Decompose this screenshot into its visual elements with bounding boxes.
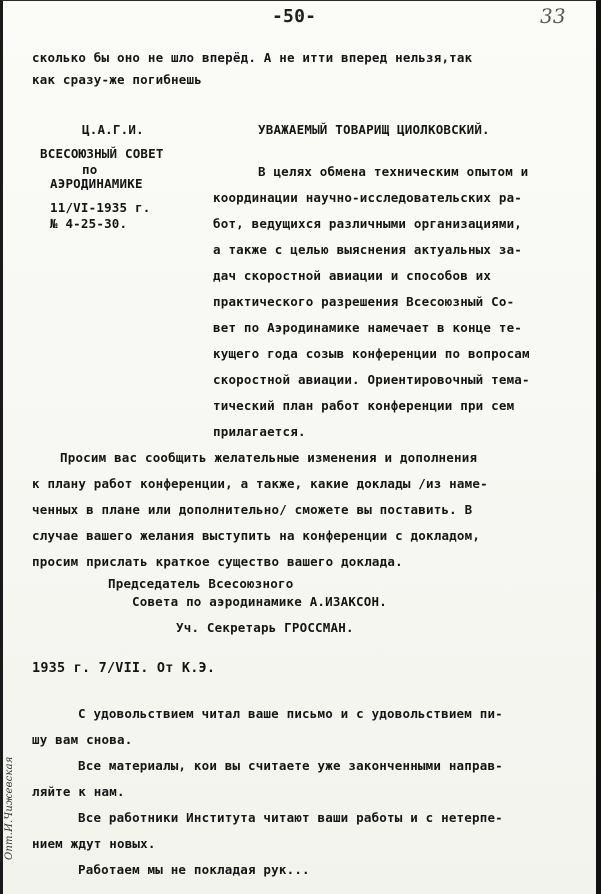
reply-header: 1935 г. 7/VII. От К.Э. — [32, 660, 216, 676]
text-line: а также с целью выяснения актуальных за- — [213, 242, 523, 257]
text-line: В целях обмена техническим опытом и — [258, 164, 529, 179]
margin-handwritten-note: Опт.И.Чижевская — [4, 756, 15, 860]
sender-council: ВСЕСОЮЗНЫЙ СОВЕТ — [40, 146, 164, 161]
text-line: ченных в плане или дополнительно/ сможете вы поставить. В — [32, 502, 473, 517]
signature-title: Председатель Всесоюзного — [108, 576, 294, 591]
signature-secretary: Уч. Секретарь ГРОССМАН. — [176, 620, 354, 635]
page-number: -50- — [272, 6, 317, 27]
text-line: ляйте к нам. — [32, 784, 125, 799]
text-line: случае вашего желания выступить на конференции с докладом, — [32, 528, 481, 543]
sender-council-po: по — [82, 162, 98, 177]
text-line: Работаем мы не покладая рук... — [78, 862, 310, 877]
text-line: тический план работ конференции при сем — [213, 398, 515, 413]
text-line: Все работники Института читают ваши работы и с нетерпе- — [78, 810, 503, 825]
text-line: к плану работ конференции, а также, какие доклады /из наме- — [32, 476, 488, 491]
signature-chair: Совета по аэродинамике А.ИЗАКСОН. — [132, 594, 387, 609]
text-line: вет по Аэродинамике намечает в конце те- — [213, 320, 523, 335]
archive-folio-number: 33 — [540, 4, 566, 28]
text-line: практического разрешения Всесоюзный Со- — [213, 294, 515, 309]
text-line: прилагается. — [213, 424, 306, 439]
text-line: просим прислать краткое существо вашего доклада. — [32, 554, 403, 569]
text-line: кущего года созыв конференции по вопросам — [213, 346, 530, 361]
text-line: шу вам снова. — [32, 732, 133, 747]
salutation: УВАЖАЕМЫЙ ТОВАРИЩ ЦИОЛКОВСКИЙ. — [258, 122, 490, 137]
text-line: как сразу-же погибнешь — [32, 72, 202, 87]
text-line: сколько бы оно не шло вперёд. А не итти вперед нельзя,так — [32, 50, 473, 65]
text-line: Просим вас сообщить желательные изменения и дополнения — [60, 450, 478, 465]
sender-council-subject: АЭРОДИНАМИКЕ — [50, 176, 143, 191]
sender-org: Ц.А.Г.И. — [82, 122, 144, 137]
text-line: бот, ведущихся различными организациями, — [213, 216, 523, 231]
text-line: С удовольствием читал ваше письмо и с удовольствием пи- — [78, 706, 503, 721]
text-line: скоростной авиации. Ориентировочный тема- — [213, 372, 530, 387]
text-line: Все материалы, кои вы считаете уже законченными направ- — [78, 758, 503, 773]
text-line: координации научно-исследовательских ра- — [213, 190, 523, 205]
letter-number: № 4-25-30. — [50, 216, 128, 231]
text-line: дач скоростной авиации и способов их — [213, 268, 492, 283]
text-line: нием ждут новых. — [32, 836, 156, 851]
letter-date: 11/VI-1935 г. — [50, 200, 151, 215]
